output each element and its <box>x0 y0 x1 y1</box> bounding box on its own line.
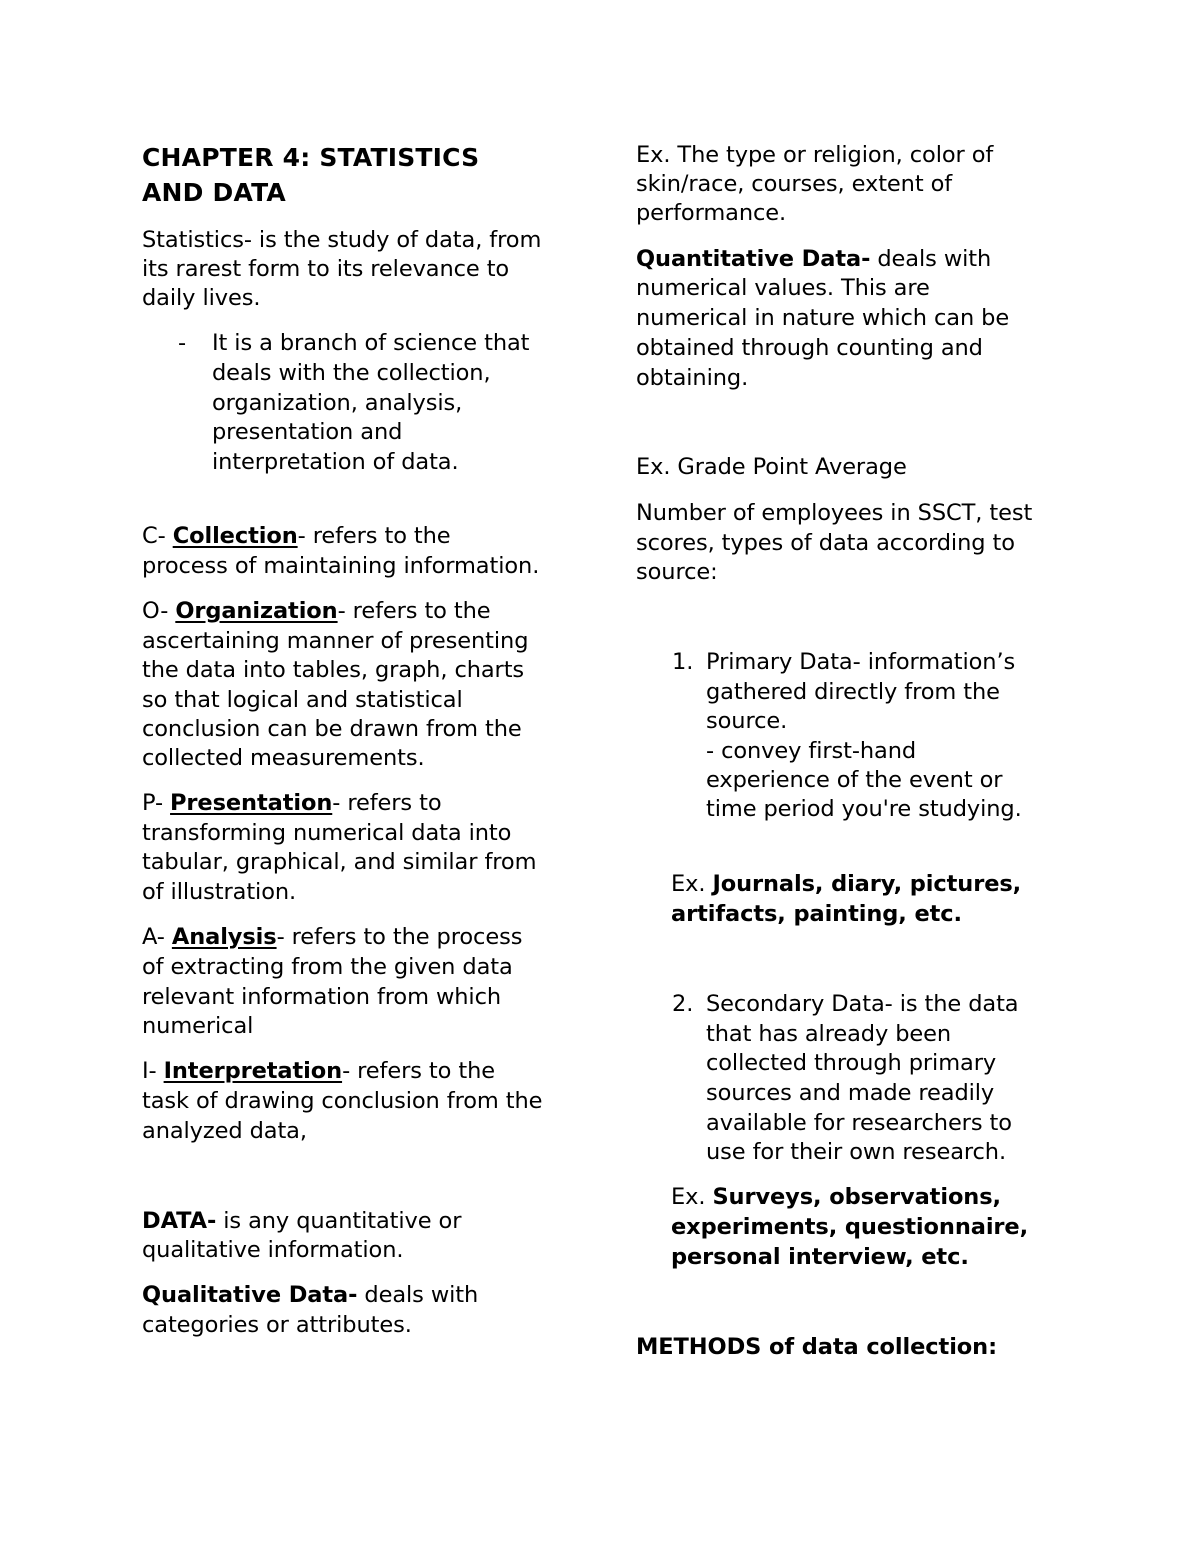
primary-line-3: source. <box>706 708 788 734</box>
collection-heading-line <box>142 522 451 552</box>
interpretation-rest: - refers to the <box>342 1058 495 1084</box>
chapter-title-line-1: CHAPTER 4: STATISTICS <box>142 143 480 172</box>
analysis-prefix: A- <box>142 924 172 950</box>
qualitative-data-term: Qualitative Data- <box>142 1282 358 1308</box>
data-term: DATA- <box>142 1208 217 1234</box>
secondary-line-1: Secondary Data- is the data <box>706 991 1019 1017</box>
quantitative-data-term: Quantitative Data- <box>636 246 871 272</box>
primary-example-line-1 <box>671 870 1021 900</box>
organization-term: Organization <box>175 598 338 624</box>
quantitative-data-line-2: numerical values. This are <box>636 275 930 301</box>
quantitative-data-line-4: obtained through counting and <box>636 335 983 361</box>
interpretation-prefix: I- <box>142 1058 164 1084</box>
organization-heading-line <box>142 597 491 627</box>
interpretation-line-3: analyzed data, <box>142 1118 307 1144</box>
presentation-line-4: of illustration. <box>142 879 297 905</box>
organization-line-5: conclusion can be drawn from the <box>142 716 522 742</box>
interpretation-line-2: task of drawing conclusion from the <box>142 1088 543 1114</box>
data-definition-line-1 <box>142 1207 461 1237</box>
methods-heading: METHODS of data collection: <box>636 1334 997 1360</box>
chapter-title-line-2: AND DATA <box>142 178 286 207</box>
data-definition-rest: is any quantitative or <box>216 1208 462 1234</box>
qualitative-data-rest: deals with <box>357 1282 479 1308</box>
employees-line-2: scores, types of data according to <box>636 530 1015 556</box>
bullet-line-5: interpretation of data. <box>212 449 459 475</box>
collection-rest: - refers to the <box>297 523 451 549</box>
quantitative-data-line-1 <box>636 245 991 275</box>
primary-line-4: - convey first-hand <box>706 738 917 764</box>
organization-line-6: collected measurements. <box>142 745 425 771</box>
analysis-term: Analysis <box>171 924 277 950</box>
bullet-line-3: organization, analysis, <box>212 390 463 416</box>
qualitative-data-line-1 <box>142 1281 478 1311</box>
employees-line-1: Number of employees in SSCT, test <box>636 500 1033 526</box>
statistics-definition-line-2: its rarest form to its relevance to <box>142 256 510 282</box>
primary-example-prefix: Ex. <box>671 871 713 897</box>
secondary-example-line-1 <box>671 1183 1001 1213</box>
quantitative-data-line-5: obtaining. <box>636 365 749 391</box>
secondary-line-3: collected through primary <box>706 1050 997 1076</box>
statistics-definition-line-3: daily lives. <box>142 285 261 311</box>
bullet-line-2: deals with the collection, <box>212 360 491 386</box>
interpretation-term: Interpretation <box>163 1058 343 1084</box>
primary-line-5: experience of the event or <box>706 767 1003 793</box>
organization-line-2: ascertaining manner of presenting <box>142 628 529 654</box>
presentation-prefix: P- <box>142 790 171 816</box>
interpretation-heading-line <box>142 1057 495 1087</box>
bullet-line-1: It is a branch of science that <box>212 330 530 356</box>
quantitative-data-rest: deals with <box>870 246 992 272</box>
statistics-definition-line-1: Statistics- is the study of data, from <box>142 227 542 253</box>
qualitative-data-line-2: categories or attributes. <box>142 1312 412 1338</box>
qualitative-example-line-2: skin/race, courses, extent of <box>636 171 953 197</box>
secondary-line-5: available for researchers to <box>706 1110 1012 1136</box>
secondary-line-2: that has already been <box>706 1021 952 1047</box>
primary-number: 1. <box>672 649 694 675</box>
secondary-example-prefix: Ex. <box>671 1184 713 1210</box>
secondary-number: 2. <box>672 991 694 1017</box>
collection-prefix: C- <box>142 523 173 549</box>
primary-example-line-2: artifacts, painting, etc. <box>671 901 962 927</box>
quantitative-data-line-3: numerical in nature which can be <box>636 305 1010 331</box>
organization-line-3: the data into tables, graph, charts <box>142 657 525 683</box>
qualitative-example-line-1: Ex. The type or religion, color of <box>636 142 994 168</box>
collection-line-2: process of maintaining information. <box>142 553 540 579</box>
organization-line-4: so that logical and statistical <box>142 687 463 713</box>
primary-line-1: Primary Data- information’s <box>706 649 1016 675</box>
secondary-example-line-3: personal interview, etc. <box>671 1244 969 1270</box>
analysis-line-3: relevant information from which <box>142 984 501 1010</box>
data-definition-line-2: qualitative information. <box>142 1237 404 1263</box>
analysis-rest: - refers to the process <box>276 924 523 950</box>
secondary-line-6: use for their own research. <box>706 1139 1007 1165</box>
employees-line-3: source: <box>636 559 718 585</box>
gpa-example: Ex. Grade Point Average <box>636 454 907 480</box>
bullet-line-4: presentation and <box>212 419 403 445</box>
primary-line-2: gathered directly from the <box>706 679 1000 705</box>
secondary-example-line-2: experiments, questionnaire, <box>671 1214 1029 1240</box>
organization-prefix: O- <box>142 598 176 624</box>
presentation-heading-line <box>142 789 442 819</box>
analysis-line-2: of extracting from the given data <box>142 954 513 980</box>
analysis-heading-line <box>142 923 522 953</box>
organization-rest: - refers to the <box>337 598 491 624</box>
presentation-line-3: tabular, graphical, and similar from <box>142 849 537 875</box>
secondary-example-bold-1: Surveys, observations, <box>712 1184 1001 1210</box>
collection-term: Collection <box>172 523 298 549</box>
primary-example-bold-1: Journals, diary, pictures, <box>712 871 1022 897</box>
bullet-dash: - <box>178 330 187 356</box>
presentation-term: Presentation <box>170 790 333 816</box>
analysis-line-4: numerical <box>142 1013 254 1039</box>
qualitative-example-line-3: performance. <box>636 200 787 226</box>
secondary-line-4: sources and made readily <box>706 1080 995 1106</box>
primary-line-6: time period you're studying. <box>706 796 1022 822</box>
presentation-rest: - refers to <box>332 790 442 816</box>
presentation-line-2: transforming numerical data into <box>142 820 512 846</box>
